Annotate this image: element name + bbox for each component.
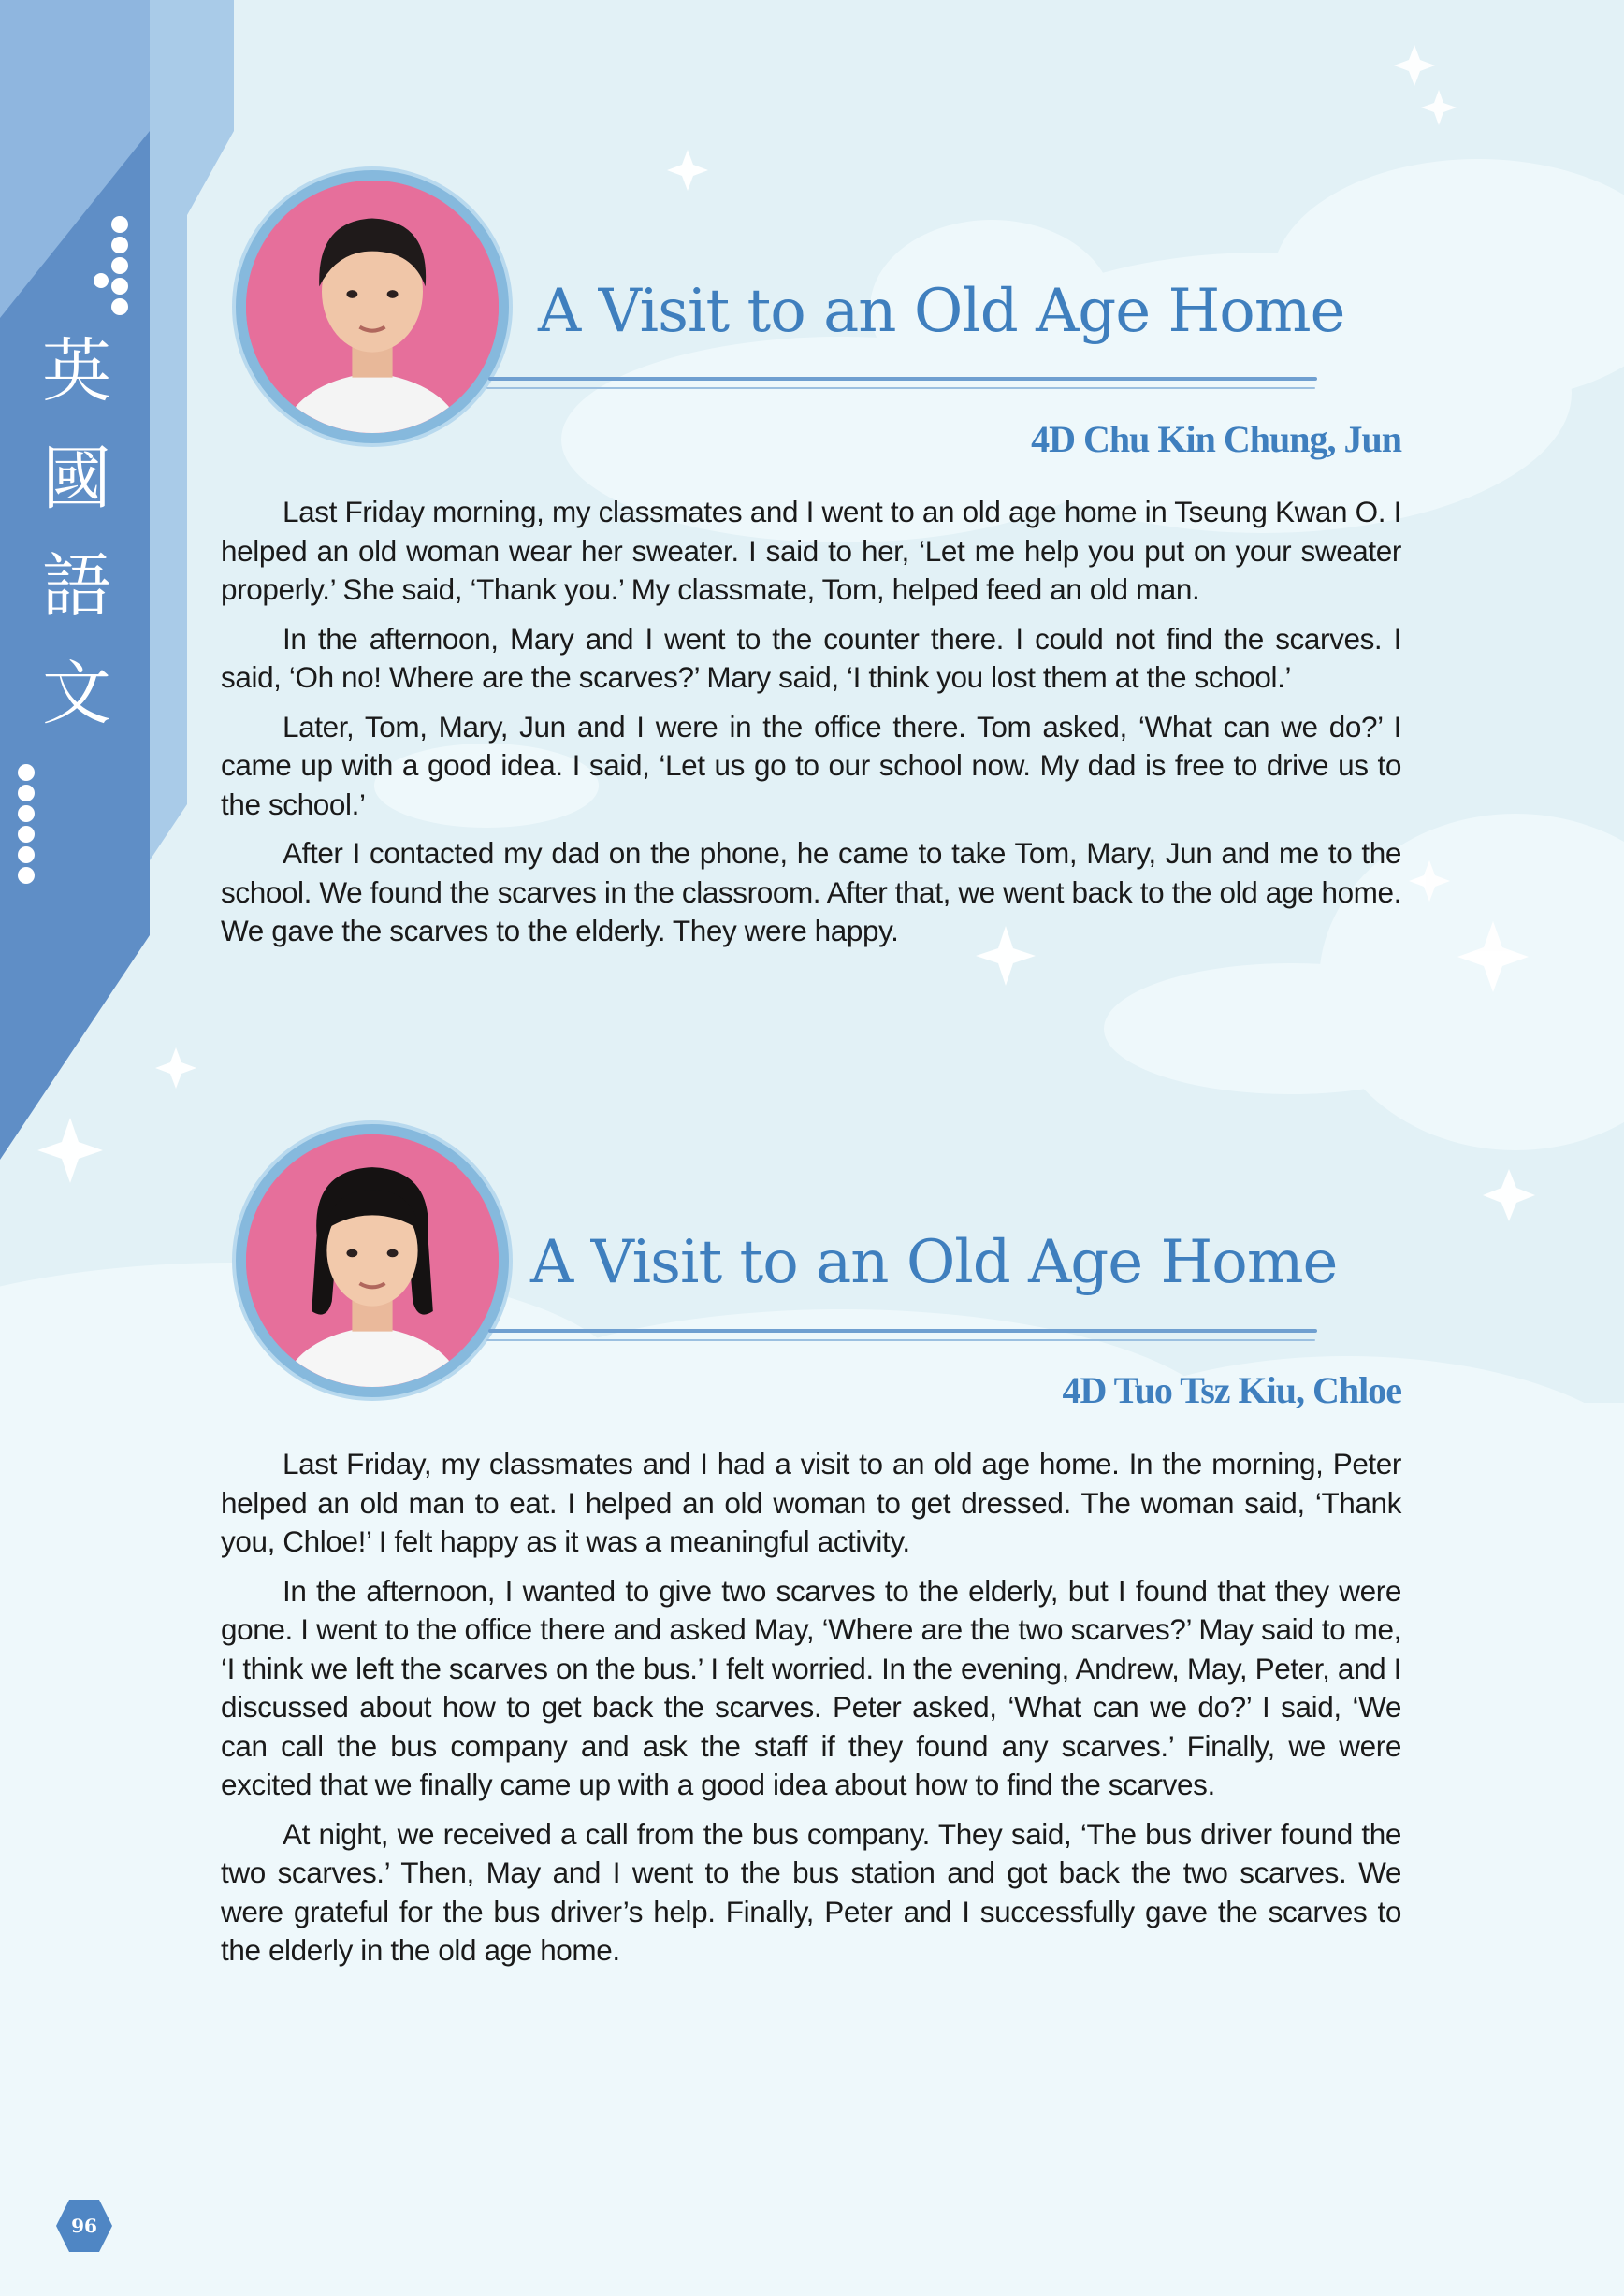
subject-char: 語 — [42, 546, 111, 627]
subject-label — [30, 318, 123, 748]
article-paragraph: In the afternoon, Mary and I went to the counter there. I could not find the scarves. I said, ‘Oh no! Where are the scarves?’ Mary said, ‘I think you lost them at the school.’ — [221, 621, 1401, 694]
article-paragraph: After I contacted my dad on the phone, he came to take Tom, Mary, Jun and me to the school. We found the scarves in the classroom. After that, we went back to the old age home. We gave the scarves to the elderly. They were happy. — [221, 836, 1401, 947]
student-photo-chloe — [236, 1124, 509, 1397]
sparkle-icon — [1483, 1169, 1535, 1221]
page-number-badge — [54, 2196, 114, 2256]
sparkle-icon — [1394, 45, 1435, 86]
title-underline — [488, 1329, 1317, 1333]
article-body — [221, 493, 1401, 961]
title-underline — [486, 1339, 1315, 1341]
student-photo-jun — [236, 170, 509, 443]
article-paragraph: In the afternoon, I wanted to give two scarves to the elderly, but I found that they were gone. I went to the office there and asked May, ‘Where are the two scarves?’ May said to me, ‘I think we left the scarves on the bus.’ I felt worried. In the evening, Andrew, May, Peter, and I discussed about how to get back the scarves. Peter asked, ‘What can we do?’ I said, ‘We can call the bus company and ask the staff if they found any scarves.’ Finally, we were excited that we finally came up with a good idea about how to find the scarves. — [221, 1573, 1401, 1801]
title-underline — [488, 377, 1317, 381]
article-author: 4D Chu Kin Chung, Jun — [1031, 418, 1401, 460]
article-paragraph: Last Friday morning, my classmates and I went to an old age home in Tseung Kwan O. I helped an old woman wear her sweater. I said to her, ‘Let me help you put on your sweater properly.’ She said, ‘Thank you.’ My classmate, Tom, helped feed an old man. — [221, 495, 1401, 606]
sparkle-icon — [667, 150, 708, 191]
article-paragraph: Later, Tom, Mary, Jun and I were in the office there. Tom asked, ‘What can we do?’ I came up with a good idea. I said, ‘Let us go to our school now. My dad is free to drive us to the school.’ — [221, 709, 1401, 821]
sparkle-icon — [1421, 90, 1457, 125]
article-title: A Visit to an Old Age Home — [530, 1228, 1338, 1297]
article-title: A Visit to an Old Age Home — [538, 277, 1345, 346]
title-underline — [486, 387, 1315, 389]
page-number: 96 — [71, 2215, 97, 2237]
subject-char: 文 — [42, 654, 111, 734]
article-body — [221, 1445, 1401, 1981]
article-paragraph: Last Friday, my classmates and I had a visit to an old age home. In the morning, Peter helped an old man to eat. I helped an old woman to get dressed. The woman said, ‘Thank you, Chloe!’ I felt happy as it was a meaningful activity. — [221, 1447, 1401, 1558]
article-author: 4D Tuo Tsz Kiu, Chloe — [1062, 1369, 1401, 1411]
article-paragraph: At night, we received a call from the bus company. They said, ‘The bus driver found the two scarves.’ Then, May and I went to the bus station and got back the two scarves. We were grateful for the bus driver’s help. Finally, Peter and I successfully gave the scarves to the elderly in the old age home. — [221, 1816, 1401, 1967]
subject-char: 英 — [42, 331, 111, 412]
subject-char: 國 — [42, 439, 111, 519]
